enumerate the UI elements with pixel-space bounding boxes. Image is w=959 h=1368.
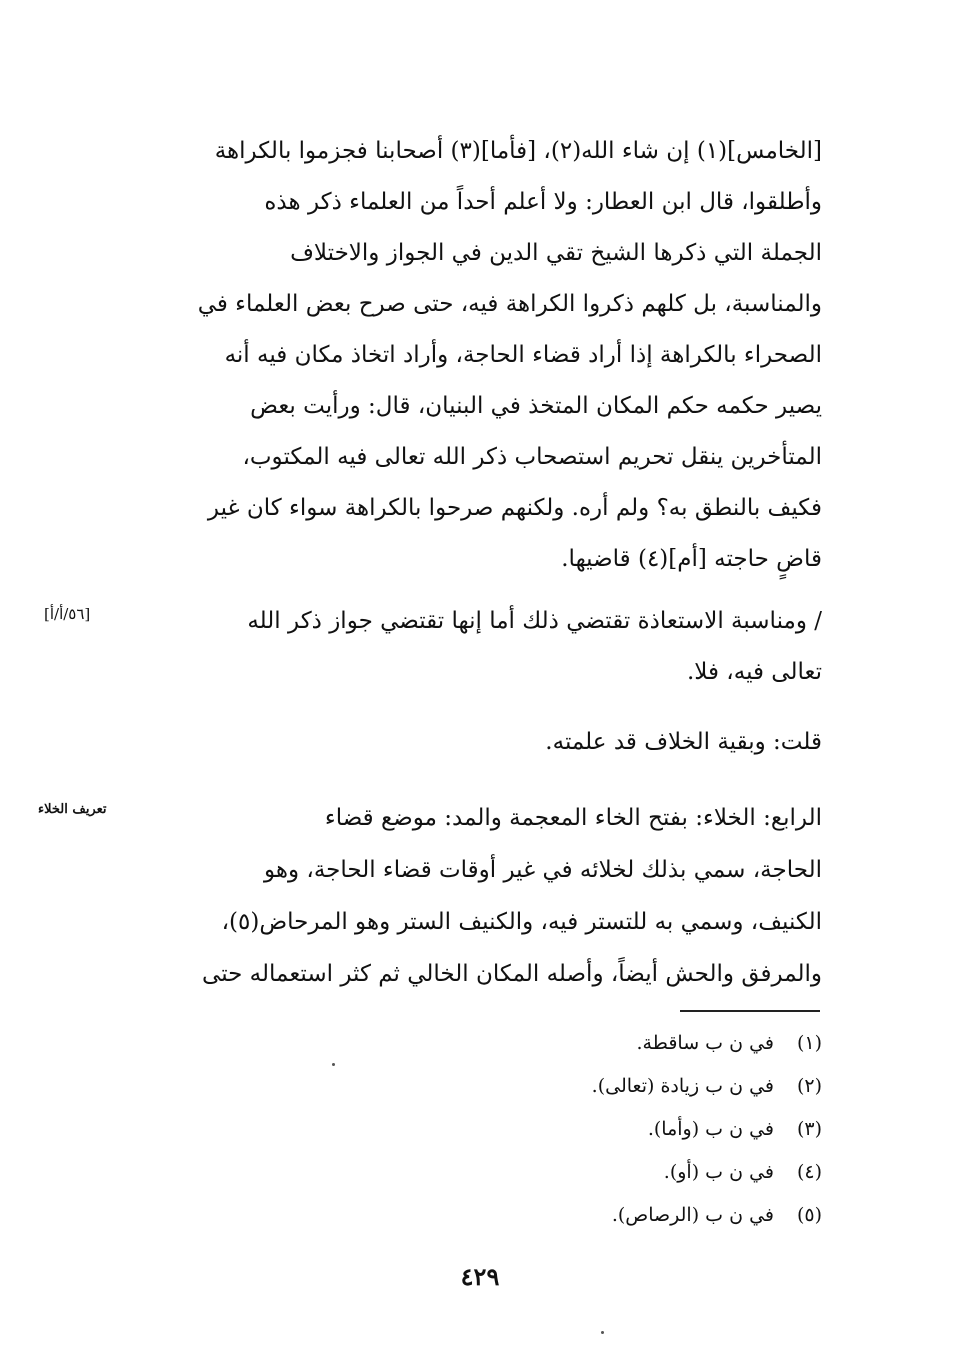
paragraph-isti-adha	[150, 596, 822, 698]
text-line: قلت: وبقية الخلاف قد علمته.	[545, 729, 822, 755]
text-line: الجملة التي ذكرها الشيخ تقي الدين في الجواز والاختلاف	[290, 240, 822, 266]
footnote-number: (١)	[796, 1032, 822, 1054]
footnote	[440, 1022, 822, 1065]
text-line: / ومناسبة الاستعاذة تقتضي ذلك أما إنها تقتضي جواز ذكر الله	[247, 608, 822, 634]
paragraph-fifth-point	[150, 126, 822, 585]
text-line: قاضٍ حاجته [أم](٤) قاضيها.	[561, 546, 822, 572]
text-line: والمرفق والحش أيضاً، وأصله المكان الخالي ثم كثر استعماله حتى	[202, 961, 822, 987]
scan-speck	[332, 1063, 335, 1066]
footnote	[440, 1151, 822, 1194]
text-line: والمناسبة، بل كلهم ذكروا الكراهة فيه، حتى صرح بعض العلماء في	[197, 291, 822, 317]
text-line: يصير حكمه حكم المكان المتخذ في البنيان، قال: ورأيت بعض	[250, 393, 822, 419]
footnote-text: في ن ب ساقطة.	[636, 1032, 774, 1054]
manuscript-folio-reference: [٥٦/أ/أ]	[44, 605, 91, 623]
text-line: الصحراء بالكراهة إذا أراد قضاء الحاجة، وأراد اتخاذ مكان فيه أنه	[224, 342, 822, 368]
footnote-number: (٤)	[796, 1161, 822, 1183]
footnote-text: في ن ب (أو).	[663, 1161, 774, 1183]
footnote-text: في ن ب زيادة (تعالى).	[591, 1075, 774, 1097]
paragraph-fourth-point	[150, 792, 822, 1000]
footnote-number: (٣)	[796, 1118, 822, 1140]
text-line: الكنيف، وسمي به للتستر فيه، والكنيف الستر وهو المرحاض(٥)،	[221, 909, 822, 935]
footnote-number: (٥)	[796, 1204, 822, 1226]
footnotes	[440, 1022, 822, 1237]
footnote-number: (٢)	[796, 1075, 822, 1097]
page-number: ٤٢٩	[460, 1262, 500, 1291]
text-line: تعالى فيه، فلا.	[686, 659, 822, 685]
text-line: المتأخرين ينقل تحريم استصحاب ذكر الله تعالى فيه المكتوب،	[242, 444, 822, 470]
paragraph-qultu	[150, 722, 822, 762]
footnote-divider	[680, 1010, 820, 1012]
text-line: وأطلقوا، قال ابن العطار: ولا أعلم أحداً من العلماء ذكر هذه	[264, 189, 822, 215]
text-line: فكيف بالنطق به؟ ولم أره. ولكنهم صرحوا بالكراهة سواء كان غير	[207, 495, 822, 521]
scan-speck	[601, 1331, 604, 1334]
footnote-text: في ن ب (وأما).	[647, 1118, 774, 1140]
footnote	[440, 1194, 822, 1237]
text-line: [الخامس](١) إن شاء الله(٢)، [فأما](٣) أصحابنا فجزموا بالكراهة	[214, 138, 822, 164]
text-line: الرابع: الخلاء: بفتح الخاء المعجمة والمد: موضع قضاء	[324, 805, 822, 831]
footnote	[440, 1065, 822, 1108]
margin-topic-heading: تعريف الخلاء	[38, 802, 107, 817]
footnote	[440, 1108, 822, 1151]
footnote-text: في ن ب (الرصاص).	[611, 1204, 774, 1226]
text-line: الحاجة، سمي بذلك لخلائه في غير أوقات قضاء الحاجة، وهو	[263, 857, 822, 883]
